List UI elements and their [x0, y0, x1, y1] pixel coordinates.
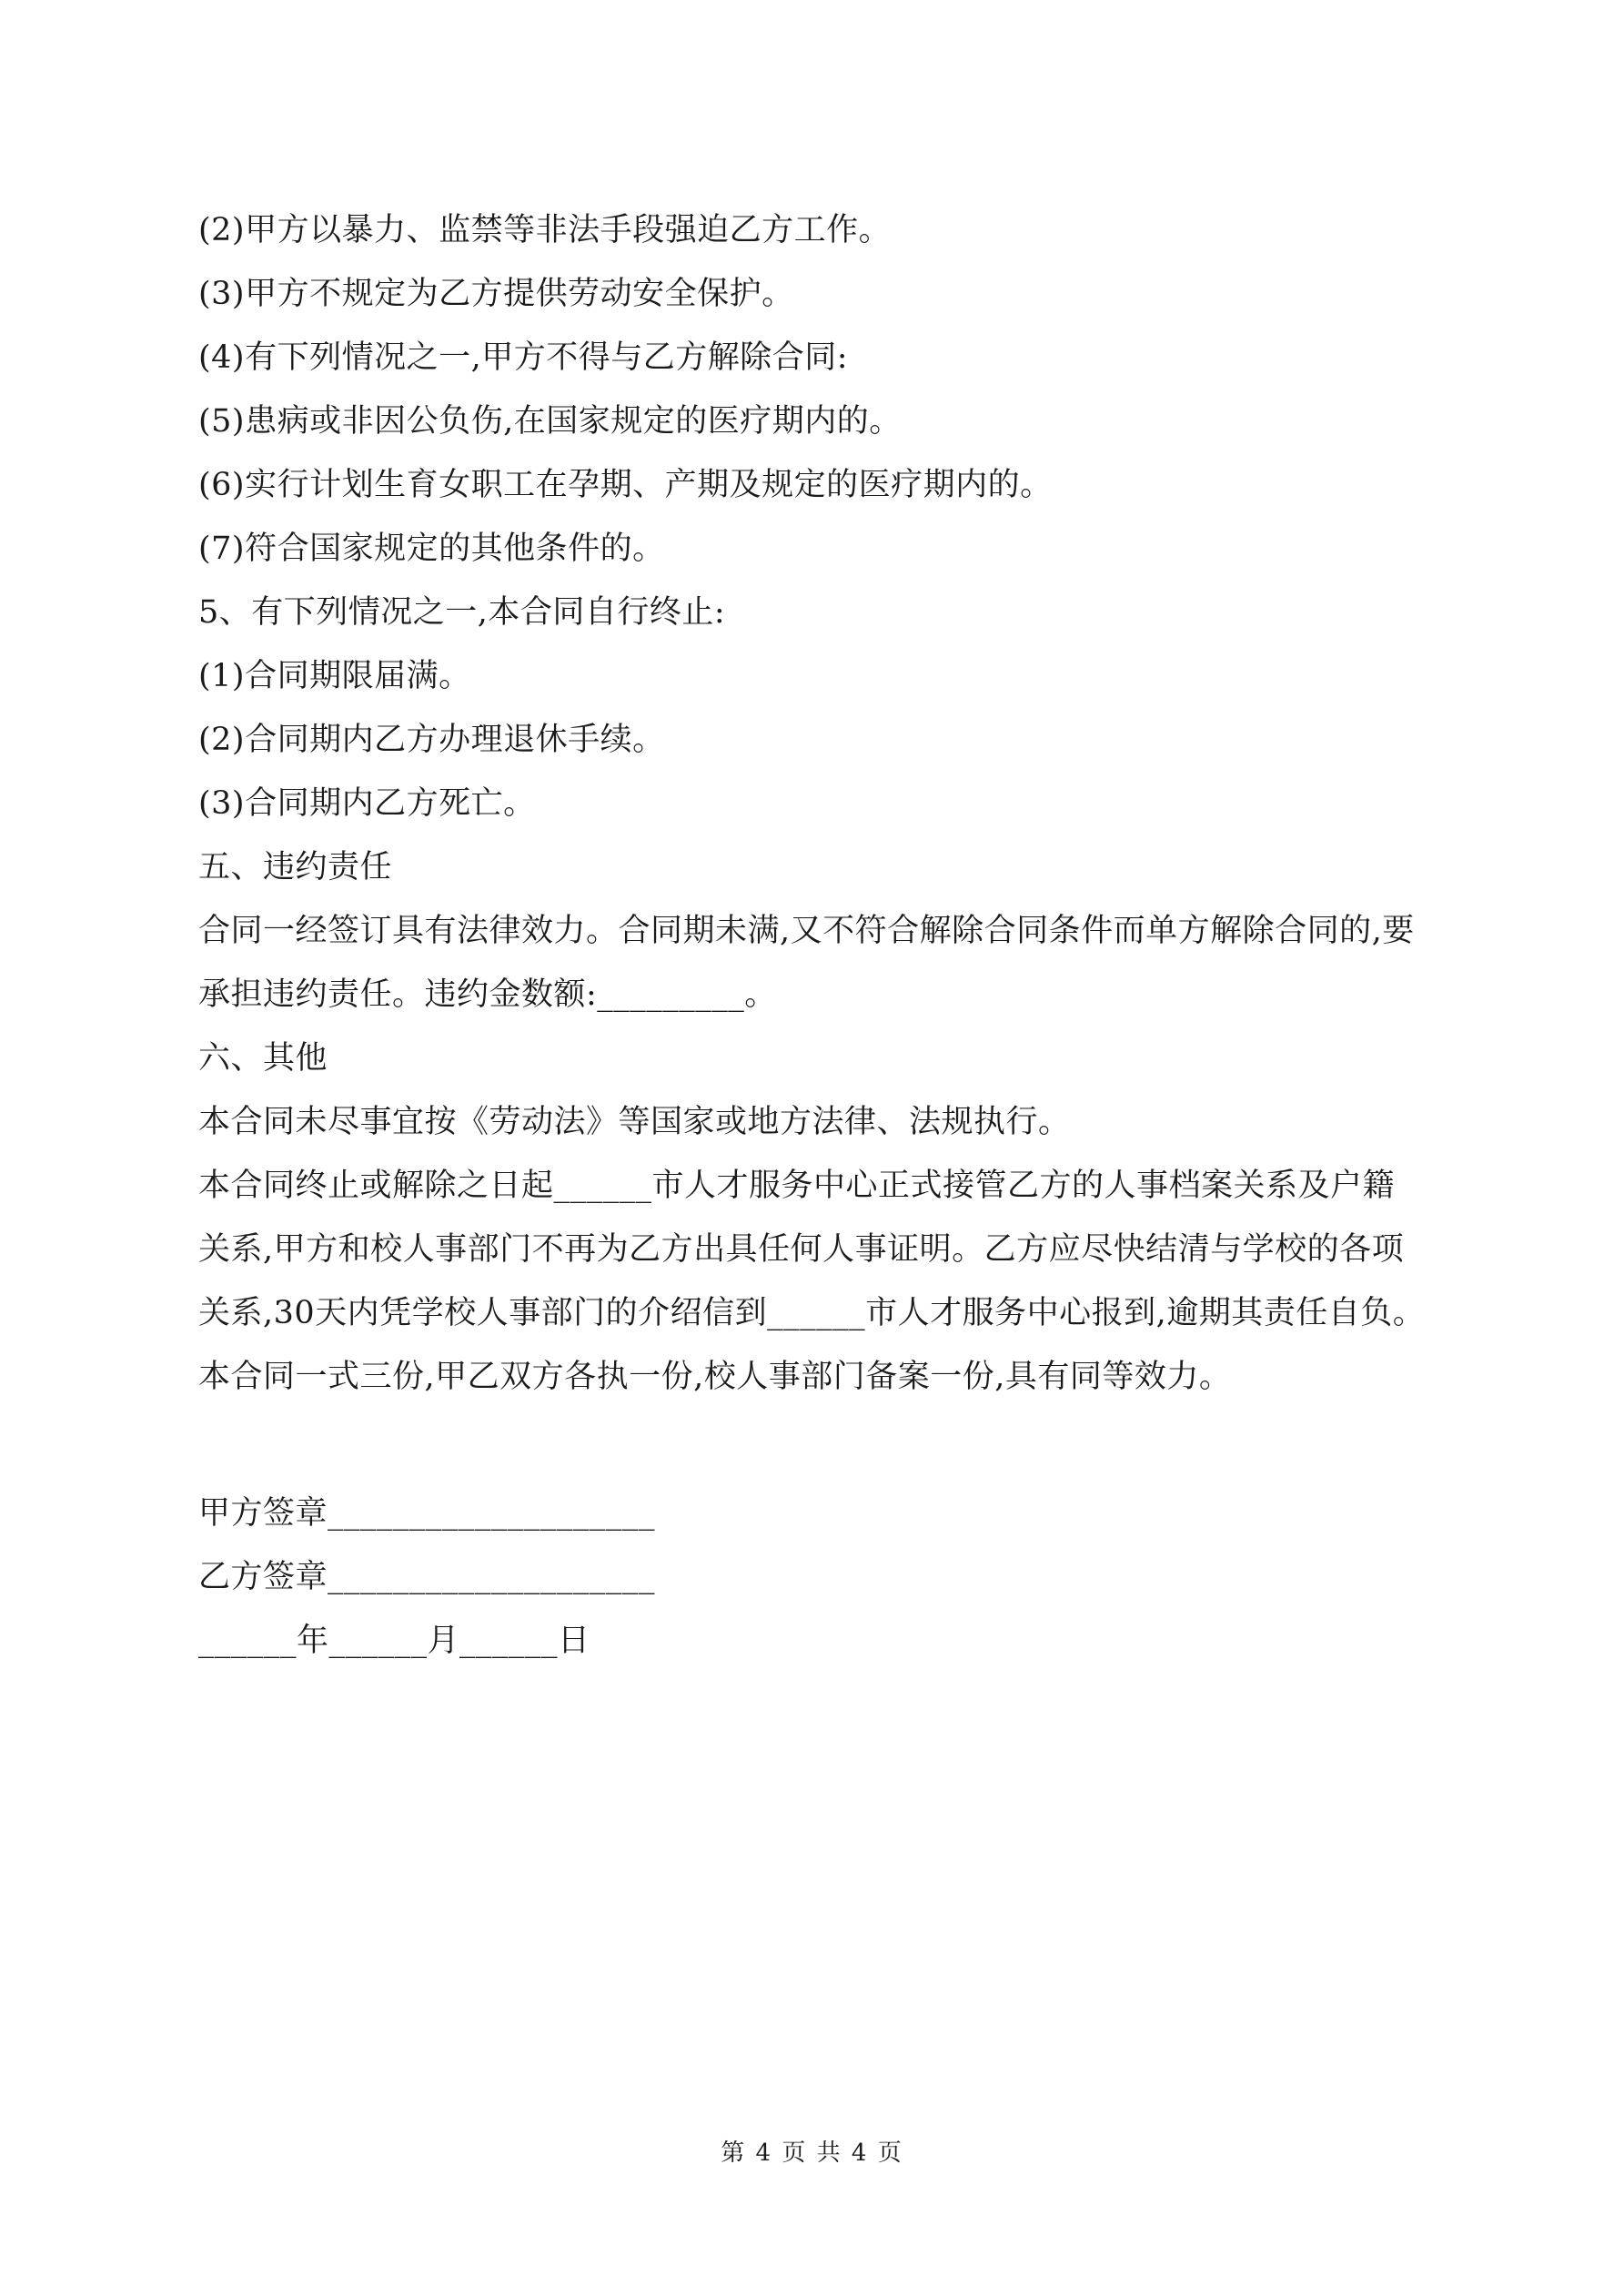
clause-line: (5)患病或非因公负伤,在国家规定的医疗期内的。 [198, 403, 902, 440]
clause-line: (3)合同期内乙方死亡。 [198, 785, 536, 822]
clause-line: 本合同一式三份,甲乙双方各执一份,校人事部门备案一份,具有同等效力。 [198, 1359, 1232, 1395]
clause-line: (2)甲方以暴力、监禁等非法手段强迫乙方工作。 [198, 212, 892, 248]
clause-line: 5、有下列情况之一,本合同自行终止: [198, 594, 726, 631]
clause-line: 承担违约责任。违约金数额:_________。 [198, 976, 777, 1013]
clause-line: (3)甲方不规定为乙方提供劳动安全保护。 [198, 276, 794, 312]
clause-line: (1)合同期限届满。 [198, 658, 471, 694]
clause-line: 本合同未尽事宜按《劳动法》等国家或地方法律、法规执行。 [198, 1104, 1071, 1140]
section-heading: 六、其他 [198, 1040, 328, 1077]
page-footer: 第 4 页 共 4 页 [721, 2139, 903, 2167]
clause-line: 关系,30天内凭学校人事部门的介绍信到______市人才服务中心报到,逾期其责任自负。 [198, 1295, 1426, 1331]
clause-line: (4)有下列情况之一,甲方不得与乙方解除合同: [198, 339, 848, 376]
contract-body [198, 198, 1454, 1409]
party-b-signature: 乙方签章____________________ [198, 1559, 656, 1595]
section-heading: 五、违约责任 [198, 849, 393, 885]
clause-line: (2)合同期内乙方办理退休手续。 [198, 722, 665, 758]
clause-line: 合同一经签订具有法律效力。合同期未满,又不符合解除合同条件而单方解除合同的,要 [198, 913, 1415, 949]
signature-date: ______年______月______日 [198, 1623, 590, 1659]
party-a-signature: 甲方签章____________________ [198, 1495, 656, 1532]
clause-line: (7)符合国家规定的其他条件的。 [198, 531, 665, 567]
clause-line: (6)实行计划生育女职工在孕期、产期及规定的医疗期内的。 [198, 467, 1053, 503]
clause-line: 关系,甲方和校人事部门不再为乙方出具任何人事证明。乙方应尽快结清与学校的各项 [198, 1231, 1405, 1268]
signature-block [198, 1482, 1017, 1673]
clause-line: 本合同终止或解除之日起______市人才服务中心正式接管乙方的人事档案关系及户籍 [198, 1168, 1396, 1204]
